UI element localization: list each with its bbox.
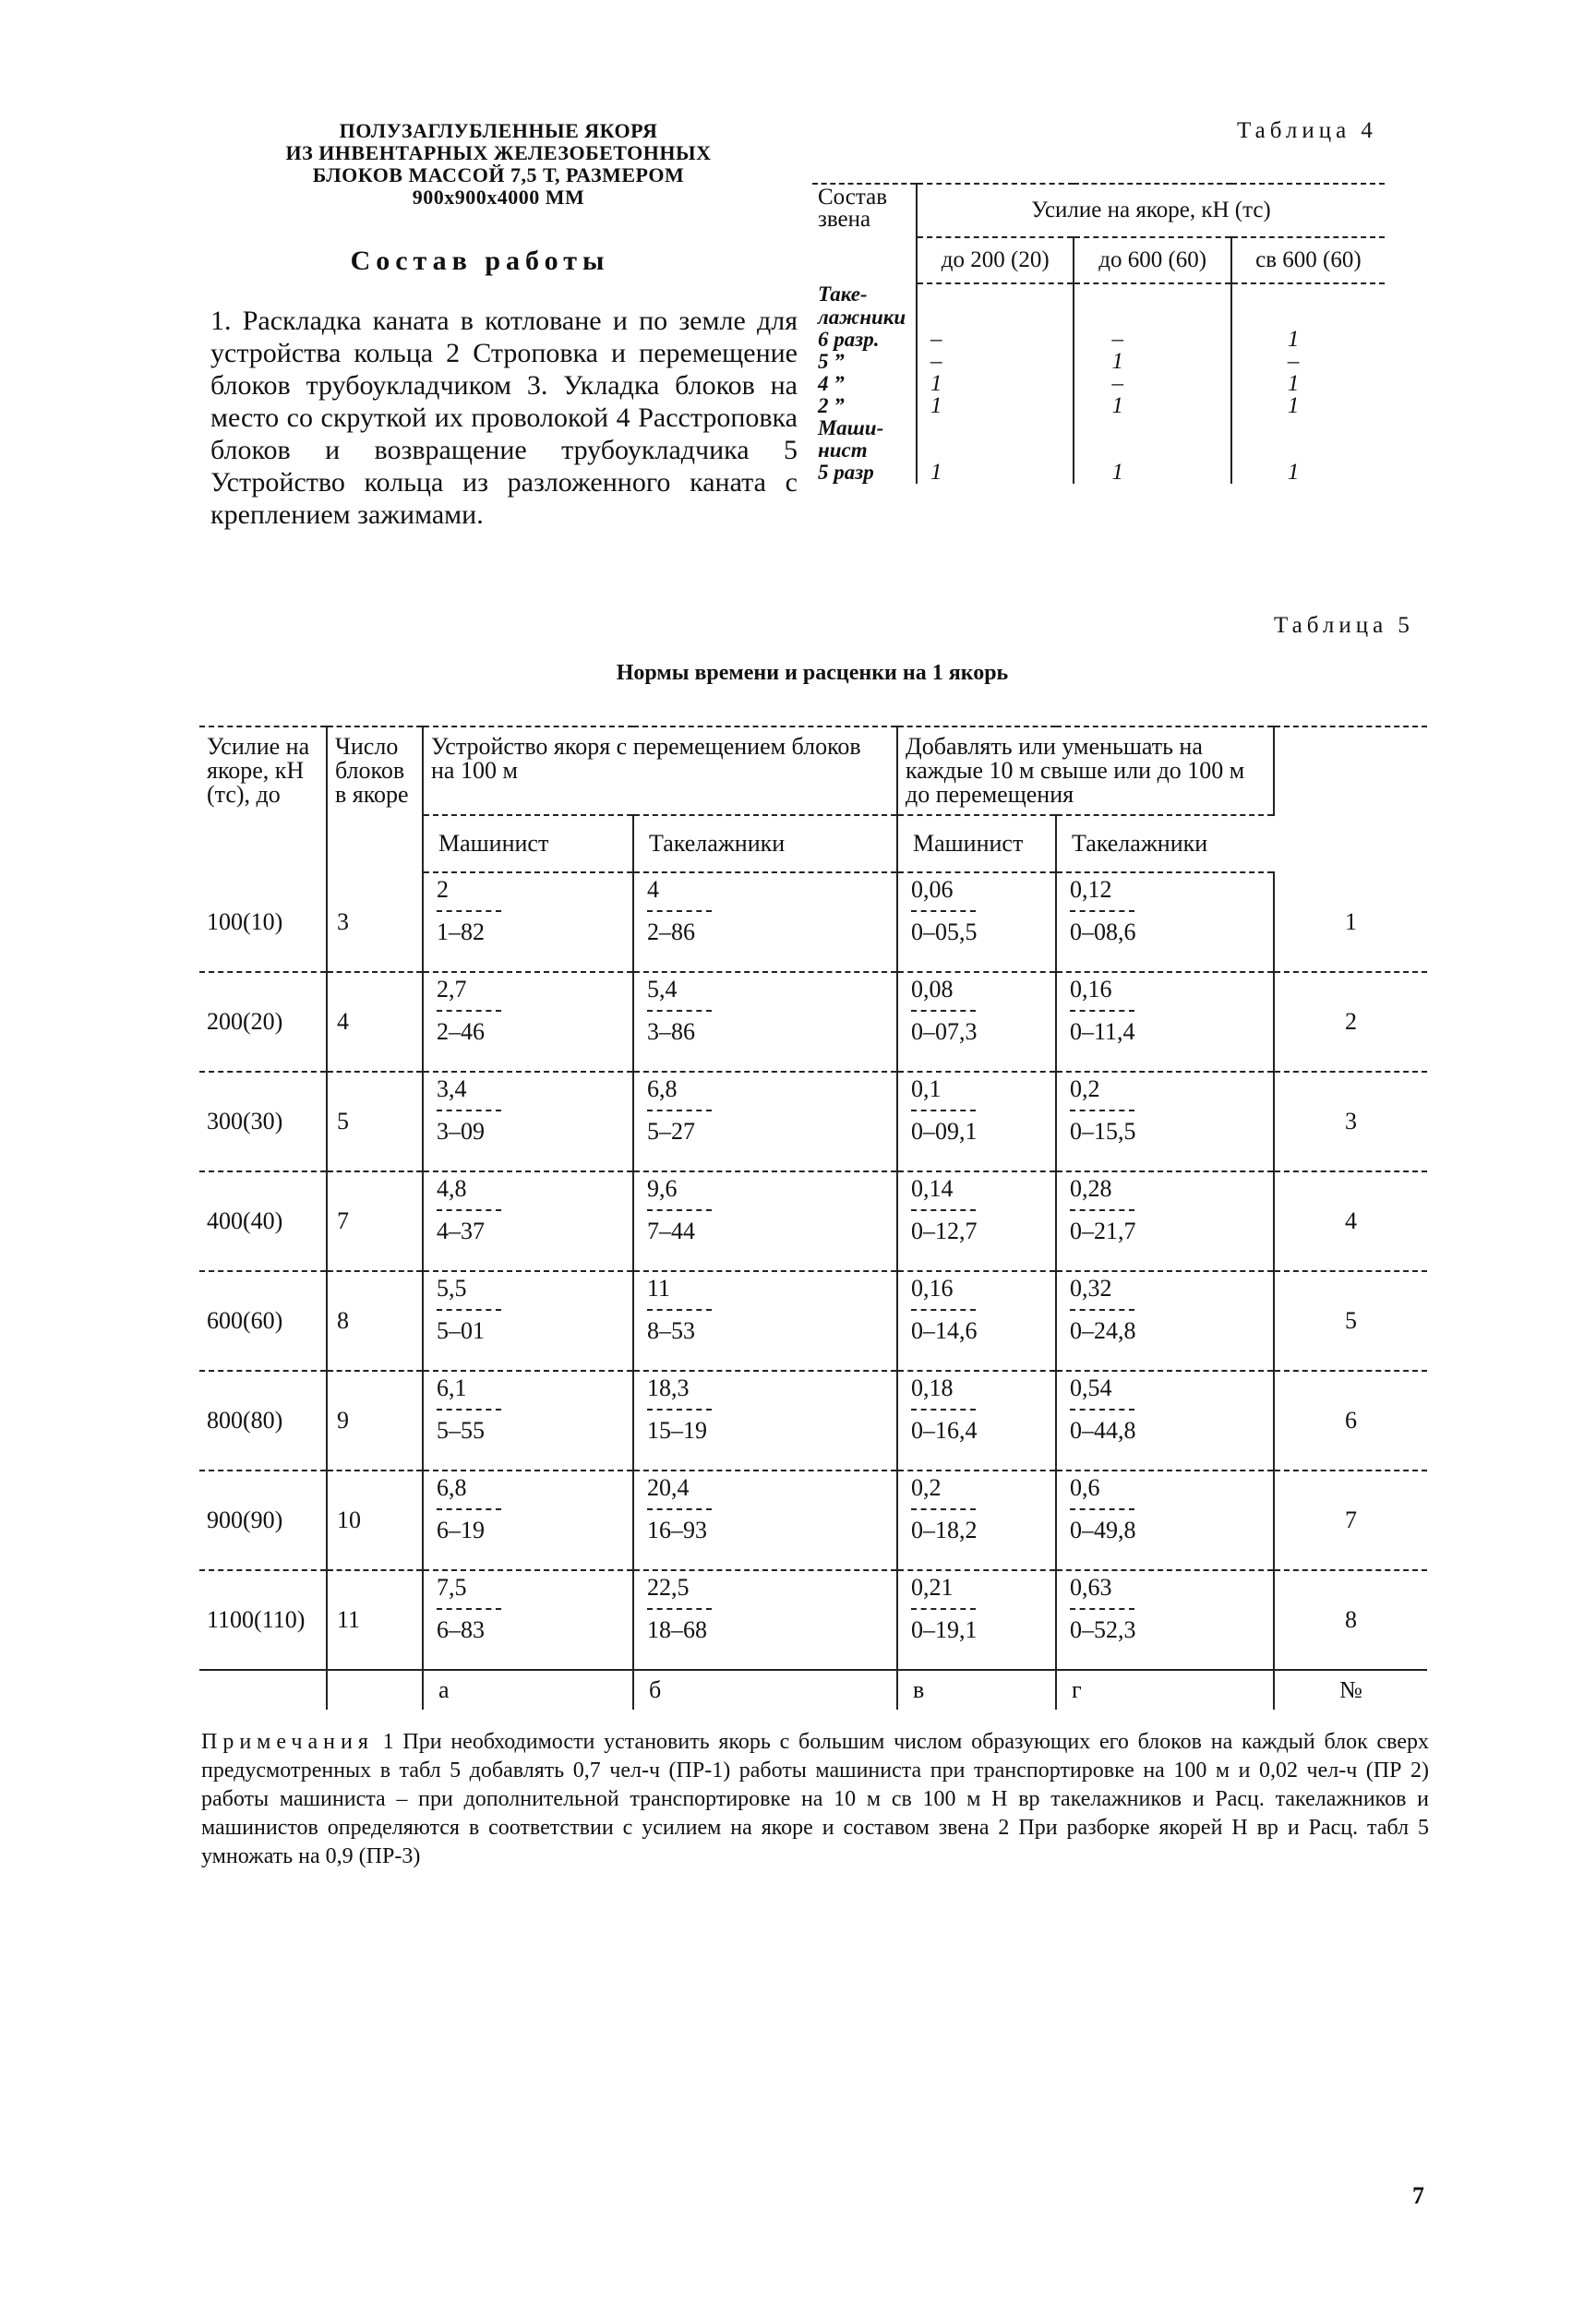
norm-time: 18,3: [647, 1375, 690, 1401]
rate: 0–49,8: [1070, 1517, 1136, 1543]
fraction-bar: [647, 1010, 712, 1012]
norm-time: 0,1: [911, 1075, 942, 1102]
table5-footer-cell: а: [423, 1670, 633, 1710]
table5-fraction-cell: [1056, 1271, 1274, 1371]
fraction: [424, 1471, 501, 1547]
table5-header-blocks: Число блоков в якоре: [327, 726, 423, 872]
table5-blocks-cell: 8: [327, 1271, 423, 1371]
fraction-bar: [647, 1309, 712, 1311]
table5-header-riggers: Такелажники: [633, 815, 897, 872]
table4-cell: –: [1074, 373, 1230, 395]
table4-caption: Таблица 4: [1237, 118, 1377, 143]
fraction: [1057, 873, 1136, 949]
norm-time: 11: [647, 1275, 671, 1302]
table5-force-cell: 600(60): [199, 1271, 327, 1371]
table5-fraction-cell: [633, 972, 897, 1072]
table4-row-label: 6 разр.: [812, 329, 917, 351]
norm-time: 0,16: [911, 1275, 954, 1302]
table4-cell: 1: [1074, 462, 1230, 484]
rate: 0–14,6: [911, 1317, 978, 1344]
table4-cell: [1074, 417, 1230, 439]
table5: [199, 726, 1427, 1710]
table4-row: [812, 462, 1385, 484]
rate: 3–86: [647, 1018, 695, 1045]
table5-row-number: 3: [1274, 1072, 1427, 1171]
table5-force-cell: 1100(110): [199, 1570, 327, 1670]
table5-caption: Таблица 5: [1274, 613, 1414, 638]
table5-footer-cell: в: [897, 1670, 1056, 1710]
fraction-bar: [911, 1209, 976, 1211]
table4-subheader: до 200 (20): [917, 237, 1074, 283]
table5-force-cell: 200(20): [199, 972, 327, 1072]
table5-fraction-cell: [1056, 1371, 1274, 1471]
fraction: [1057, 1571, 1136, 1647]
fraction-bar: [911, 1309, 976, 1311]
table5-fraction-cell: [423, 1471, 633, 1570]
rate: 4–37: [437, 1218, 485, 1244]
table5-fraction-cell: [897, 1371, 1056, 1471]
rate: 0–12,7: [911, 1218, 978, 1244]
rate: 1–82: [437, 918, 485, 945]
rate: 7–44: [647, 1218, 695, 1244]
heading-line: ИЗ ИНВЕНТАРНЫХ ЖЕЛЕЗОБЕТОННЫХ: [285, 141, 712, 164]
fraction-bar: [647, 1209, 712, 1211]
table4-row: [812, 351, 1385, 373]
table4-subheader: св 600 (60): [1231, 237, 1385, 283]
table5-fraction-cell: [423, 1371, 633, 1471]
fraction: [634, 1172, 712, 1248]
norm-time: 0,12: [1070, 876, 1112, 903]
fraction-bar: [647, 1508, 712, 1510]
table5-fraction-cell: [1056, 1171, 1274, 1271]
norm-time: 0,21: [911, 1574, 954, 1601]
rate: 15–19: [647, 1417, 707, 1444]
norm-time: 6,1: [437, 1375, 467, 1401]
table5-fraction-cell: [633, 1072, 897, 1171]
table4: [812, 183, 1385, 484]
table4-row-label: Таке-: [812, 283, 917, 306]
table4-cell: –: [1287, 349, 1300, 374]
norm-time: 4,8: [437, 1175, 467, 1202]
heading-line: ПОЛУЗАГЛУБЛЕННЫЕ ЯКОРЯ: [339, 119, 658, 142]
norm-time: 0,18: [911, 1375, 954, 1401]
table4-cell: 1: [1287, 393, 1300, 418]
rate: 0–21,7: [1070, 1218, 1136, 1244]
norm-time: 6,8: [647, 1075, 678, 1102]
norm-time: 0,2: [911, 1474, 942, 1501]
section-heading: Состав работы: [350, 246, 610, 276]
fraction-bar: [911, 910, 976, 912]
table4-cell: –: [1074, 329, 1230, 351]
rate: 2–86: [647, 918, 695, 945]
table5-fraction-cell: [633, 872, 897, 972]
table5-fraction-cell: [1056, 1471, 1274, 1570]
table4-row-label: 5 разр: [812, 462, 917, 484]
norm-time: 0,08: [911, 976, 954, 1002]
document-heading: [212, 120, 785, 209]
fraction: [898, 1073, 978, 1148]
fraction: [1057, 1372, 1136, 1447]
norm-time: 0,54: [1070, 1375, 1112, 1401]
fraction: [634, 873, 712, 949]
table4-cell: 1: [1287, 327, 1300, 352]
notes: [201, 1728, 1429, 1871]
table5-fraction-cell: [423, 1570, 633, 1670]
table4-cell: 1: [1287, 371, 1300, 396]
table5-header-group-b: Добавлять или уменьшать на каждые 10 м свыше или до 100 м до перемещения: [897, 726, 1274, 815]
fraction: [898, 1372, 978, 1447]
table5-title: Нормы времени и расценки на 1 якорь: [616, 661, 1009, 685]
rate: 0–11,4: [1070, 1018, 1135, 1045]
page-number: 7: [1412, 2182, 1424, 2209]
table5-footer-cell: [199, 1670, 327, 1710]
table4-cell: 1: [917, 373, 1074, 395]
table4-cell: [1231, 283, 1385, 306]
table5-force-cell: 800(80): [199, 1371, 327, 1471]
table4-row-label: лажники: [812, 306, 917, 329]
table4-row: [812, 395, 1385, 417]
table-row: [199, 1471, 1427, 1570]
fraction: [634, 1272, 712, 1348]
fraction-bar: [911, 1608, 976, 1610]
rate: 0–24,8: [1070, 1317, 1136, 1344]
norm-time: 20,4: [647, 1474, 690, 1501]
fraction: [1057, 1172, 1136, 1248]
table4-cell: [1074, 306, 1230, 329]
fraction: [424, 1272, 501, 1348]
table5-blocks-cell: 4: [327, 972, 423, 1072]
fraction: [1057, 973, 1135, 1049]
rate: 0–05,5: [911, 918, 978, 945]
fraction: [424, 973, 501, 1049]
norm-time: 2,7: [437, 976, 467, 1002]
table5-fraction-cell: [423, 872, 633, 972]
table5-fraction-cell: [897, 972, 1056, 1072]
rate: 8–53: [647, 1317, 695, 1344]
rate: 0–09,1: [911, 1118, 978, 1145]
table4-group-header: Усилие на якоре, кН (тс): [917, 184, 1385, 237]
table-row: [199, 1072, 1427, 1171]
norm-time: 0,14: [911, 1175, 954, 1202]
fraction: [424, 873, 501, 949]
table5-fraction-cell: [897, 1271, 1056, 1371]
fraction-bar: [1070, 1508, 1134, 1510]
rate: 2–46: [437, 1018, 485, 1045]
table5-row-number: 1: [1274, 872, 1427, 972]
fraction: [634, 1571, 712, 1647]
norm-time: 3,4: [437, 1075, 467, 1102]
fraction: [898, 1272, 978, 1348]
fraction-bar: [911, 1508, 976, 1510]
table5-fraction-cell: [633, 1271, 897, 1371]
fraction-bar: [437, 1608, 501, 1610]
table5-header-force: Усилие на якоре, кН (тс), до: [199, 726, 327, 872]
table5-fraction-cell: [633, 1371, 897, 1471]
table5-blocks-cell: 7: [327, 1171, 423, 1271]
table4-cell: [917, 306, 1074, 329]
table4-row: [812, 329, 1385, 351]
norm-time: 5,5: [437, 1275, 467, 1302]
table4-row-label: 2 ”: [812, 395, 917, 417]
table-row: [199, 1171, 1427, 1271]
fraction-bar: [911, 1409, 976, 1411]
table5-header-riggers: Такелажники: [1056, 815, 1274, 872]
fraction: [898, 1471, 978, 1547]
work-description: 1. Раскладка каната в котловане и по земле для устройства кольца 2 Строповка и перемещение блоков трубоукладчиком 3. Укладка блоков на место со скруткой их проволокой 4 Расстроповка блоков и возвращение трубоукладчика 5 Устройство кольца из разложенного каната с креплением зажимами.: [210, 306, 798, 530]
table4-row: [812, 439, 1385, 462]
table5-blocks-cell: 10: [327, 1471, 423, 1570]
table4-cell: [1074, 283, 1230, 306]
table-row: [199, 1271, 1427, 1371]
fraction: [424, 1571, 501, 1647]
table4-cell: [917, 417, 1074, 439]
table4-cell: [1231, 306, 1385, 329]
table5-header-number: [1274, 726, 1427, 872]
table4-row-label: 5 ”: [812, 351, 917, 373]
fraction: [634, 1471, 712, 1547]
rate: 0–08,6: [1070, 918, 1136, 945]
table5-blocks-cell: 3: [327, 872, 423, 972]
fraction-bar: [437, 1209, 501, 1211]
fraction: [424, 1372, 501, 1447]
norm-time: 2: [437, 876, 449, 903]
rate: 5–27: [647, 1118, 695, 1145]
table5-fraction-cell: [897, 872, 1056, 972]
table5-fraction-cell: [423, 972, 633, 1072]
table5-fraction-cell: [423, 1072, 633, 1171]
norm-time: 22,5: [647, 1574, 690, 1601]
table5-force-cell: 400(40): [199, 1171, 327, 1271]
norm-time: 7,5: [437, 1574, 467, 1601]
rate: 5–55: [437, 1417, 485, 1444]
table5-footer-row: [199, 1670, 1427, 1710]
fraction-bar: [911, 1110, 976, 1111]
table5-header-machinist: Машинист: [423, 815, 633, 872]
fraction-bar: [437, 1409, 501, 1411]
fraction-bar: [647, 910, 712, 912]
notes-lead: Примечания: [201, 1730, 374, 1754]
fraction: [634, 973, 712, 1049]
heading-line: БЛОКОВ МАССОЙ 7,5 Т, РАЗМЕРОМ: [312, 163, 685, 186]
norm-time: 0,63: [1070, 1574, 1112, 1601]
fraction: [1057, 1073, 1136, 1148]
table5-fraction-cell: [423, 1171, 633, 1271]
fraction: [1057, 1471, 1136, 1547]
norm-time: 0,06: [911, 876, 954, 903]
table4-cell: –: [917, 329, 1074, 351]
fraction-bar: [647, 1110, 712, 1111]
fraction: [898, 873, 978, 949]
table5-footer-cell: [327, 1670, 423, 1710]
fraction-bar: [437, 1508, 501, 1510]
table5-row-number: 4: [1274, 1171, 1427, 1271]
table5-fraction-cell: [423, 1271, 633, 1371]
rate: 0–16,4: [911, 1417, 978, 1444]
norm-time: 6,8: [437, 1474, 467, 1501]
fraction-bar: [1070, 1010, 1134, 1012]
table5-row-number: 7: [1274, 1471, 1427, 1570]
norm-time: 0,2: [1070, 1075, 1100, 1102]
rate: 18–68: [647, 1616, 707, 1643]
fraction-bar: [647, 1409, 712, 1411]
table4-cell: 1: [1074, 395, 1230, 417]
table4-cell: 1: [1287, 460, 1300, 485]
table4-cell: [917, 283, 1074, 306]
fraction-bar: [1070, 1110, 1134, 1111]
rate: 6–19: [437, 1517, 485, 1543]
table4-col-label: Состав звена: [812, 184, 917, 283]
fraction-bar: [437, 1010, 501, 1012]
fraction: [898, 1172, 978, 1248]
table-row: [199, 1570, 1427, 1670]
table5-fraction-cell: [1056, 872, 1274, 972]
norm-time: 5,4: [647, 976, 678, 1002]
table5-force-cell: 300(30): [199, 1072, 327, 1171]
table4-row: [812, 283, 1385, 306]
norm-time: 9,6: [647, 1175, 678, 1202]
fraction-bar: [1070, 910, 1134, 912]
table5-row-number: 8: [1274, 1570, 1427, 1670]
table5-blocks-cell: 5: [327, 1072, 423, 1171]
fraction: [898, 1571, 978, 1647]
table5-fraction-cell: [897, 1171, 1056, 1271]
rate: 0–18,2: [911, 1517, 978, 1543]
fraction-bar: [1070, 1409, 1134, 1411]
fraction-bar: [437, 910, 501, 912]
fraction: [424, 1172, 501, 1248]
fraction: [898, 973, 978, 1049]
table5-fraction-cell: [897, 1471, 1056, 1570]
rate: 0–44,8: [1070, 1417, 1136, 1444]
fraction: [424, 1073, 501, 1148]
table5-row-number: 6: [1274, 1371, 1427, 1471]
fraction-bar: [1070, 1309, 1134, 1311]
table5-row-number: 2: [1274, 972, 1427, 1072]
table5-fraction-cell: [1056, 972, 1274, 1072]
table5-fraction-cell: [633, 1471, 897, 1570]
table5-fraction-cell: [1056, 1072, 1274, 1171]
rate: 0–07,3: [911, 1018, 978, 1045]
table4-row-label: Маши-: [812, 417, 917, 439]
table5-force-cell: 900(90): [199, 1471, 327, 1570]
fraction-bar: [647, 1608, 712, 1610]
rate: 6–83: [437, 1616, 485, 1643]
rate: 0–19,1: [911, 1616, 978, 1643]
norm-time: 0,32: [1070, 1275, 1112, 1302]
table-row: [199, 872, 1427, 972]
norm-time: 0,16: [1070, 976, 1112, 1002]
fraction-bar: [437, 1309, 501, 1311]
rate: 3–09: [437, 1118, 485, 1145]
table-row: [199, 972, 1427, 1072]
table5-fraction-cell: [897, 1570, 1056, 1670]
fraction-bar: [911, 1010, 976, 1012]
fraction: [1057, 1272, 1136, 1348]
table5-footer-cell: №: [1274, 1670, 1427, 1710]
fraction-bar: [1070, 1608, 1134, 1610]
table5-fraction-cell: [633, 1171, 897, 1271]
table5-fraction-cell: [633, 1570, 897, 1670]
table5-blocks-cell: 11: [327, 1570, 423, 1670]
table4-row: [812, 373, 1385, 395]
table5-header-machinist: Машинист: [897, 815, 1056, 872]
table4-cell: [917, 439, 1074, 462]
table4-cell: –: [917, 351, 1074, 373]
table4-cell: [1074, 439, 1230, 462]
rate: 0–15,5: [1070, 1118, 1136, 1145]
table4-subheader: до 600 (60): [1074, 237, 1230, 283]
norm-time: 0,28: [1070, 1175, 1112, 1202]
heading-line: 900х900х4000 ММ: [412, 186, 585, 209]
table5-footer-cell: б: [633, 1670, 897, 1710]
rate: 16–93: [647, 1517, 707, 1543]
table4-cell: 1: [917, 462, 1074, 484]
table5-fraction-cell: [897, 1072, 1056, 1171]
table4-cell: 1: [917, 395, 1074, 417]
notes-text: 1 При необходимости установить якорь с большим числом образующих его блоков на каждый блок сверх предусмотренных в табл 5 добавлять 0,7 чел-ч (ПР-1) работы машиниста при транспортировке на 100 м и 0,02 чел-ч (ПР 2) работы машиниста – при дополнительной транспортировке на 10 м св 100 м Н вр такелажников и Расц. такелажников и машинистов определяются в соответствии с усилием на якоре и составом звена 2 При разборке якорей Н вр и Расц. табл 5 умножать на 0,9 (ПР-3): [201, 1730, 1429, 1868]
rate: 0–52,3: [1070, 1616, 1136, 1643]
table5-fraction-cell: [1056, 1570, 1274, 1670]
table5-force-cell: 100(10): [199, 872, 327, 972]
table4-cell: [1231, 417, 1385, 439]
fraction-bar: [1070, 1209, 1134, 1211]
table5-blocks-cell: 9: [327, 1371, 423, 1471]
fraction: [634, 1073, 712, 1148]
table5-row-number: 5: [1274, 1271, 1427, 1371]
table5-header-group-a: Устройство якоря с перемещением блоков на 100 м: [423, 726, 897, 815]
fraction-bar: [437, 1110, 501, 1111]
norm-time: 4: [647, 876, 659, 903]
table4-row-label: нист: [812, 439, 917, 462]
norm-time: 0,6: [1070, 1474, 1100, 1501]
table4-row: [812, 417, 1385, 439]
table4-row-label: 4 ”: [812, 373, 917, 395]
table5-footer-cell: г: [1056, 1670, 1274, 1710]
table-row: [199, 1371, 1427, 1471]
table4-cell: 1: [1074, 351, 1230, 373]
rate: 5–01: [437, 1317, 485, 1344]
fraction: [634, 1372, 712, 1447]
table4-row: [812, 306, 1385, 329]
table4-cell: [1231, 439, 1385, 462]
